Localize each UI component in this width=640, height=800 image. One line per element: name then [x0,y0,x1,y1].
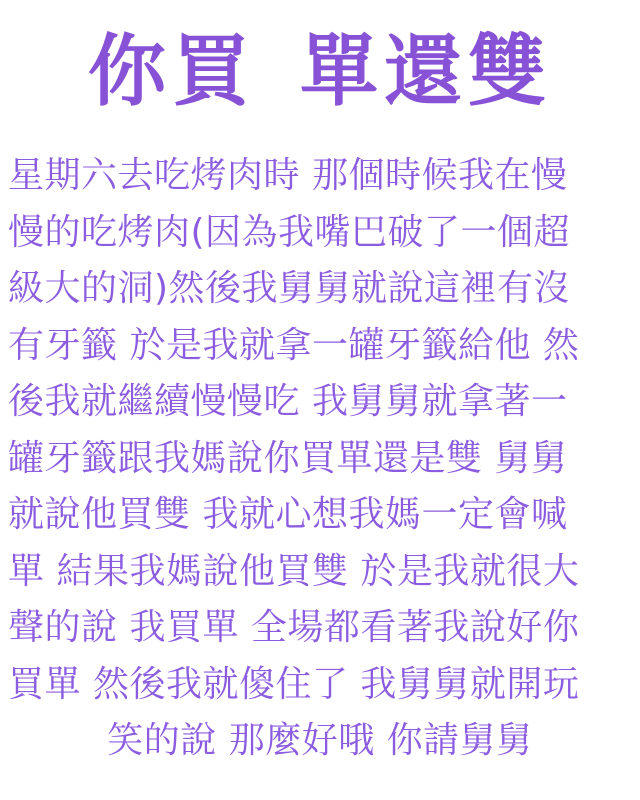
text-line-3: 級大的洞)然後我舅舅就說這裡有沒 [8,268,571,309]
text-line-6: 罐牙籤跟我媽說你買單還是雙 舅舅 [8,437,568,479]
text-line-4: 有牙籤 於是我就拿一罐牙籤給他 然 [8,324,580,366]
text-line-2: 慢的吃烤肉(因為我嘴巴破了一個超 [8,211,571,253]
text-line-1: 星期六去吃烤肉時 那個時候我在慢 [8,155,568,196]
text-line-11: 笑的說 那麼好哦 你請舅舅 [107,720,533,761]
text-line-7: 就說他買雙 我就心想我媽一定會喊 [8,494,568,535]
story-text [8,148,632,770]
text-line-8: 單 結果我媽說他買雙 於是我就很大 [8,550,580,592]
text-line-5: 後我就繼續慢慢吃 我舅舅就拿著一 [8,381,568,422]
text-line-10: 買單 然後我就傻住了 我舅舅就開玩 [8,663,580,705]
text-line-9: 聲的說 我買單 全場都看著我說好你 [8,607,580,648]
title-part-2: 單還雙 [300,27,553,117]
title-part-1: 你買 [87,27,256,117]
page-title [0,22,640,122]
